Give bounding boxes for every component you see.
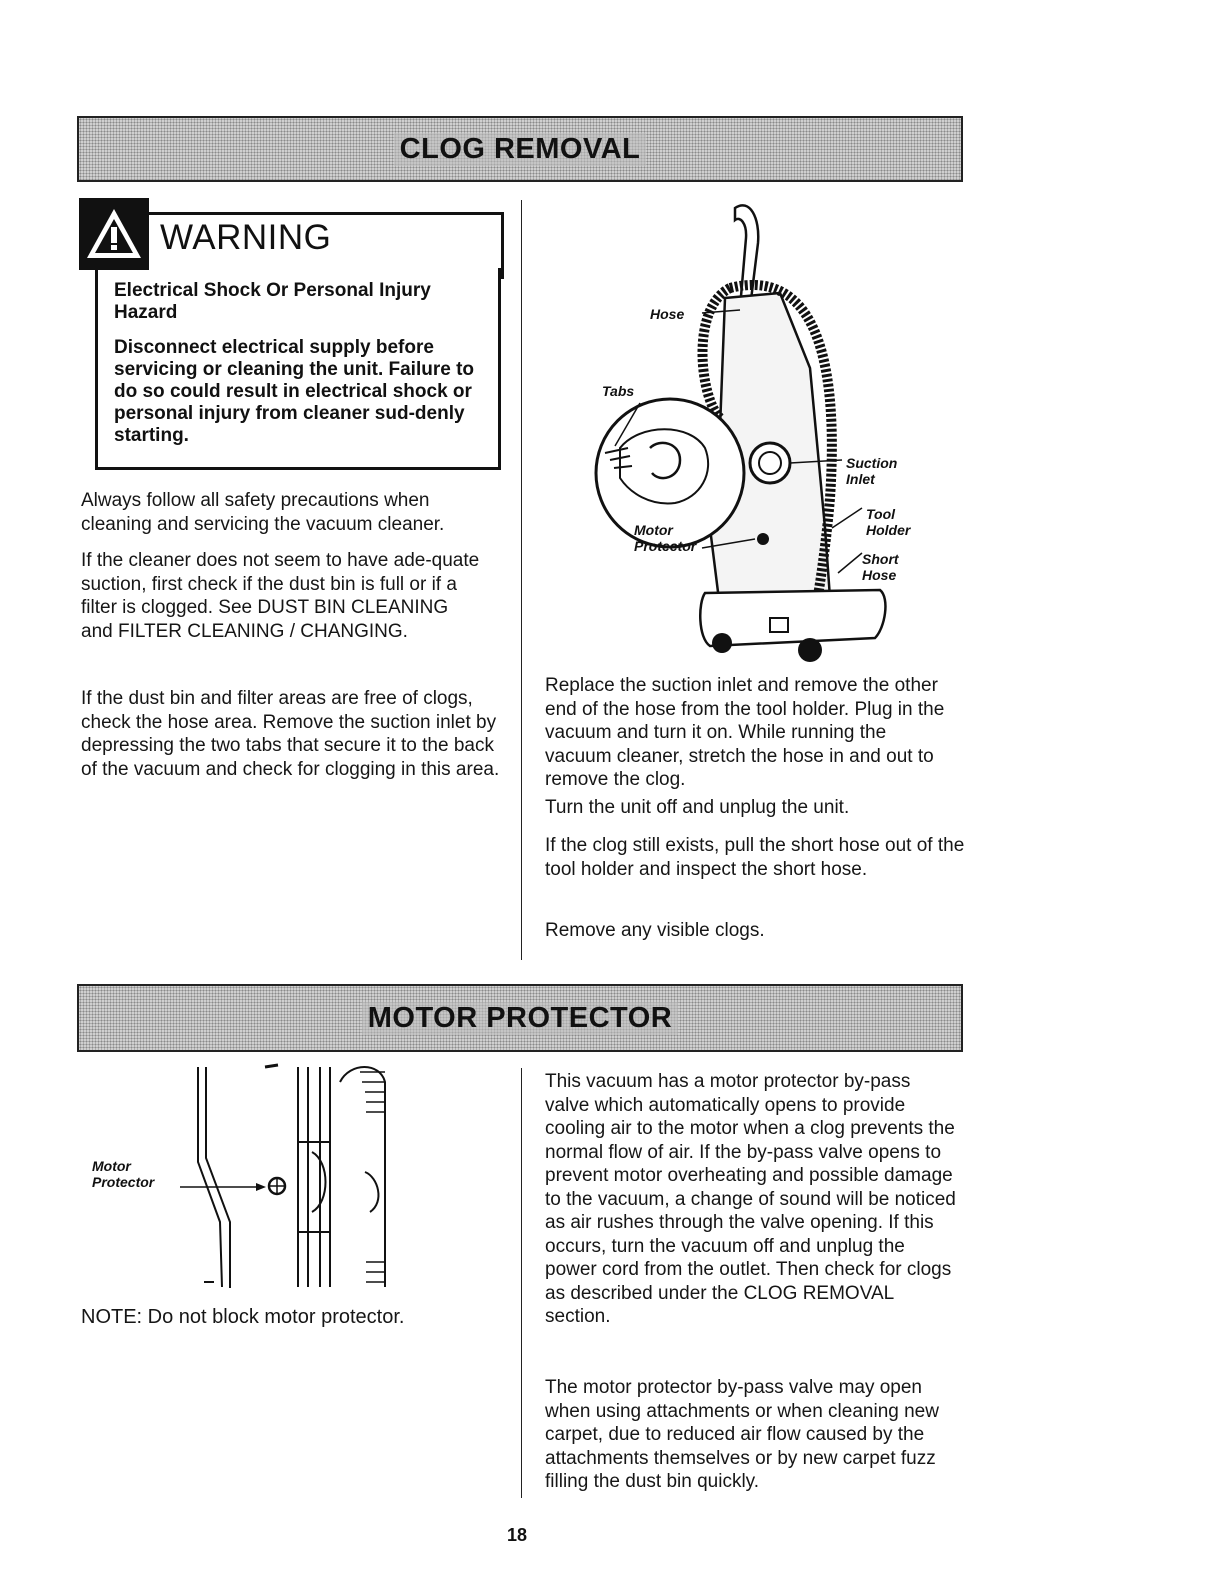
warning-instruction-text: Disconnect electrical supply before servicing or cleaning the unit. Failure to do so could result in electrical shock or personal injury from cleaner sud-denly starting.	[114, 337, 475, 446]
label-tabs: Tabs	[602, 383, 635, 399]
paragraph: If the cleaner does not seem to have ade-quate suction, first check if the dust bin is full or if a filter is clogged. See DUST BIN CLEANING and FILTER CLEANING / CHANGING.	[81, 550, 480, 642]
motor-protector-title: MOTOR PROTECTOR	[362, 1002, 679, 1035]
paragraph: The motor protector by-pass valve may open when using attachments or when cleaning new carpet, due to reduced air flow caused by the attachments themselves or by new carpet fuzz filling the dust bin quickly.	[545, 1377, 939, 1492]
label-short-hose: Short Hose	[862, 551, 899, 583]
note-text: NOTE: Do not block motor protector.	[81, 1306, 405, 1328]
label-suction-inlet: Suction Inlet	[846, 455, 898, 487]
warning-hazard-text: Electrical Shock Or Personal Injury Hazard	[114, 280, 431, 323]
label-motor-protector: Motor Protector	[634, 522, 697, 554]
label-motor-protector: Motor Protector	[92, 1158, 155, 1190]
warning-title: WARNING	[160, 218, 332, 257]
paragraph: Turn the unit off and unplug the unit.	[545, 797, 850, 818]
paragraph: Replace the suction inlet and remove the other end of the hose from the tool holder. Plug in the vacuum and turn it on. While running the vacuum cleaner, stretch the hose in and out to remove the clog.	[545, 675, 945, 790]
label-hose: Hose	[650, 306, 685, 322]
clog-removal-banner	[77, 116, 963, 182]
paragraph: Remove any visible clogs.	[545, 920, 765, 941]
warning-triangle-icon	[84, 206, 144, 262]
column-divider	[521, 200, 522, 960]
paragraph: If the dust bin and filter areas are free of clogs, check the hose area. Remove the suction inlet by depressing the two tabs that secure it to the back of the vacuum and check for clogging in this area.	[81, 688, 500, 780]
paragraph: If the clog still exists, pull the short hose out of the tool holder and inspect the short hose.	[545, 835, 965, 880]
clog-removal-title: CLOG REMOVAL	[394, 133, 647, 166]
page-number: 18	[507, 1525, 528, 1545]
label-tool-holder: Tool Holder	[866, 506, 911, 538]
motor-protector-diagram	[180, 1062, 400, 1294]
vacuum-hose-diagram	[580, 198, 920, 668]
paragraph: This vacuum has a motor protector by-pass valve which automatically opens to provide cooling air to the motor when a clog prevents the normal flow of air. If the by-pass valve opens to prevent motor overheating and possible damage to the vacuum, a change of sound will be noticed as air rushes through the valve opening. If this occurs, turn the vacuum off and unplug the power cord from the outlet. Then check for clogs as described under the CLOG REMOVAL section.	[545, 1071, 956, 1327]
motor-protector-banner	[77, 984, 963, 1052]
column-divider	[521, 1068, 522, 1498]
paragraph: Always follow all safety precautions when cleaning and servicing the vacuum cleaner.	[81, 490, 445, 535]
